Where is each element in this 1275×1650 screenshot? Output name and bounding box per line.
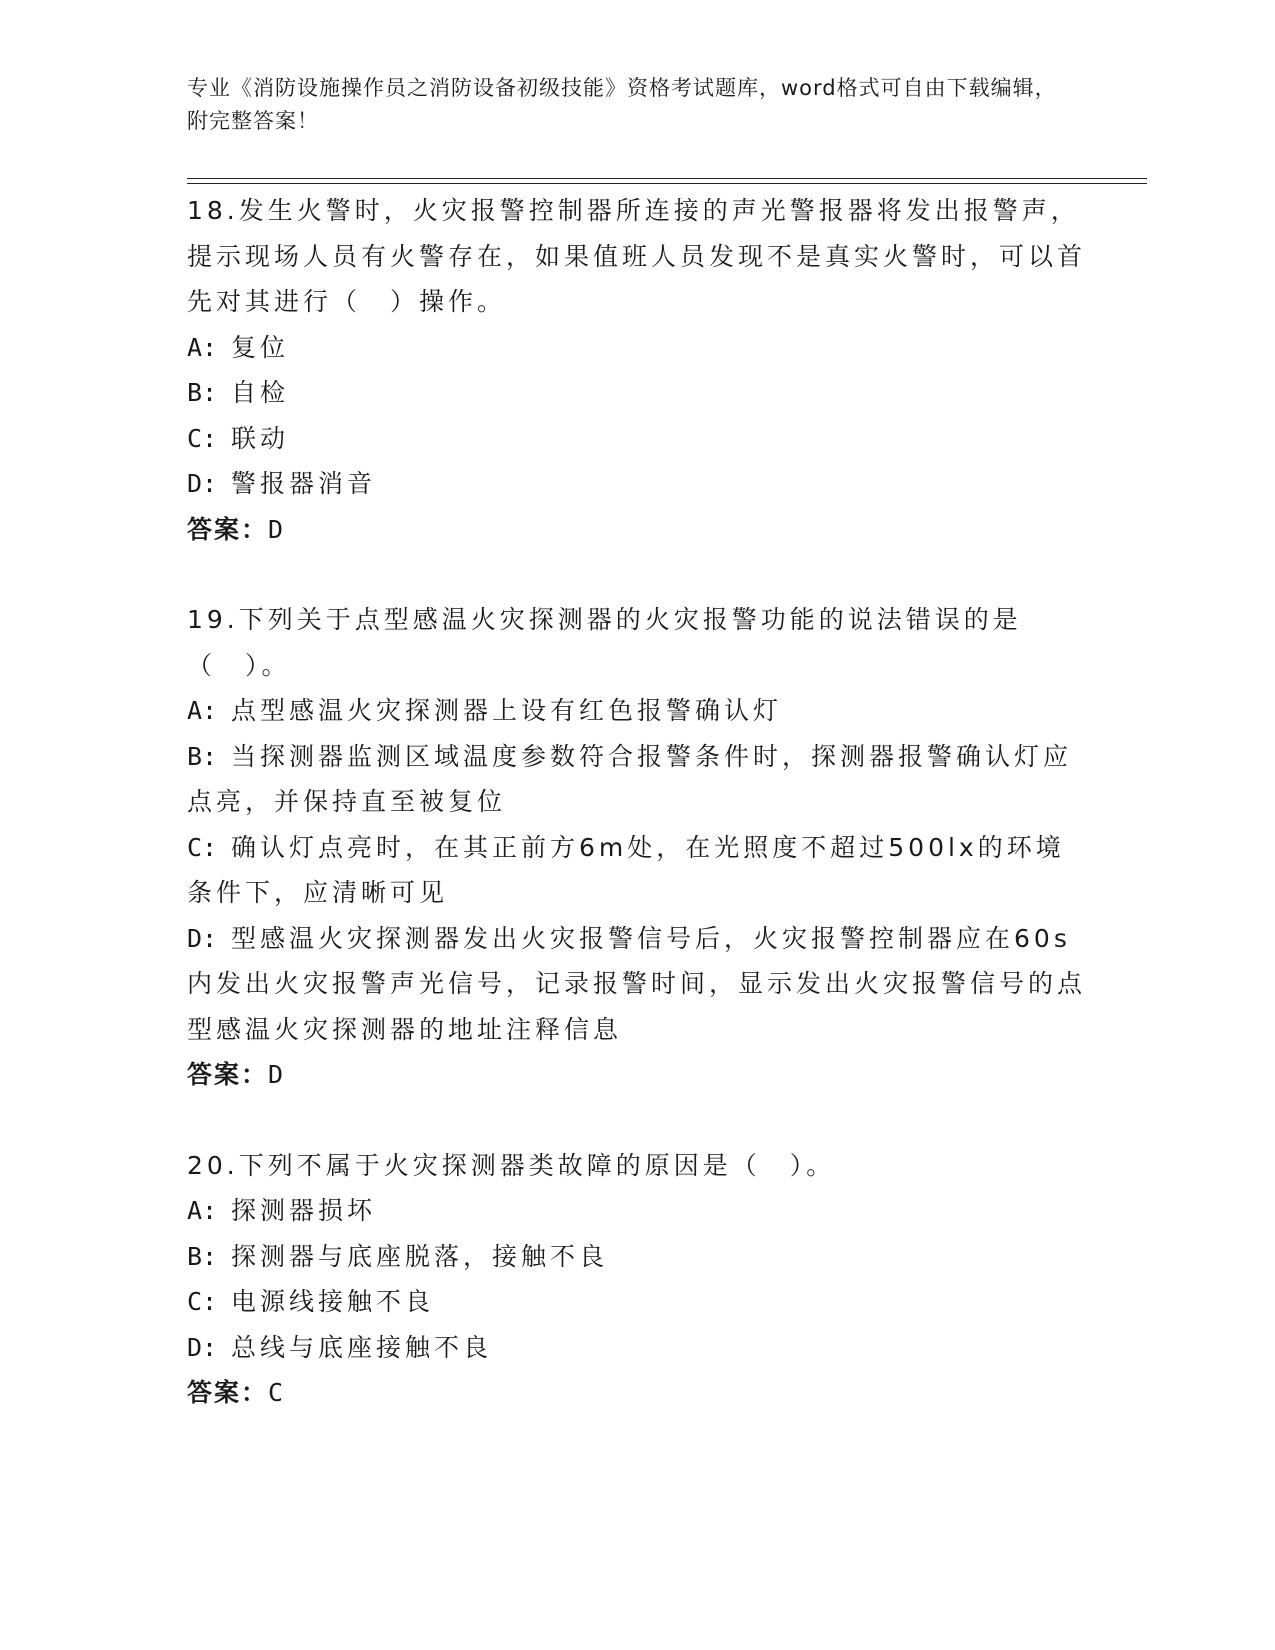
option-d — [187, 916, 1087, 1053]
option-text: 型感温火灾探测器发出火灾报警信号后，火灾报警控制器应在60s内发出火灾报警声光信号，记录报警时间，显示发出火灾报警信号的点型感温火灾探测器的地址注释信息 — [187, 923, 1087, 1044]
option-key: B: — [187, 378, 218, 407]
header-rule-top — [187, 178, 1147, 179]
question-18 — [187, 188, 1087, 552]
option-a — [187, 1188, 1087, 1234]
question-stem: 19.下列关于点型感温火灾探测器的火灾报警功能的说法错误的是（ ）。 — [187, 605, 1022, 680]
answer-line — [187, 1370, 1087, 1416]
option-key: C: — [187, 832, 218, 862]
option-d — [187, 461, 1087, 507]
option-key: D: — [187, 469, 218, 498]
option-key: A: — [187, 332, 218, 362]
option-c — [187, 416, 1087, 462]
option-text: 探测器损坏 — [231, 1196, 377, 1225]
question-20 — [187, 1143, 1087, 1416]
question-stem: 18.发生火警时，火灾报警控制器所连接的声光警报器将发出报警声，提示现场人员有火警存在，如果值班人员发现不是真实火警时，可以首先对其进行（ ）操作。 — [187, 196, 1087, 316]
option-key: A: — [187, 696, 218, 725]
question-19 — [187, 597, 1087, 1098]
option-key: D: — [187, 1332, 218, 1362]
option-a — [187, 688, 1087, 734]
option-key: A: — [187, 1196, 218, 1225]
option-a — [187, 325, 1087, 371]
option-c — [187, 825, 1087, 916]
option-text: 自检 — [231, 378, 290, 407]
option-text: 复位 — [231, 332, 290, 362]
option-text: 电源线接触不良 — [231, 1287, 435, 1316]
option-c — [187, 1279, 1087, 1325]
answer-value: D — [268, 514, 286, 544]
option-key: B: — [187, 741, 218, 771]
answer-label: 答案： — [187, 514, 269, 544]
option-text: 总线与底座接触不良 — [231, 1332, 493, 1362]
option-key: C: — [187, 1287, 218, 1316]
option-key: D: — [187, 923, 218, 953]
answer-value: C — [268, 1378, 286, 1407]
question-stem: 20.下列不属于火灾探测器类故障的原因是（ ）。 — [187, 1150, 836, 1180]
answer-line — [187, 1052, 1087, 1098]
option-d — [187, 1325, 1087, 1371]
answer-label: 答案： — [187, 1060, 269, 1089]
option-text: 点型感温火灾探测器上设有红色报警确认灯 — [231, 696, 783, 725]
document-header: 专业《消防设施操作员之消防设备初级技能》资格考试题库，word格式可自由下载编辑，附完整答案！ — [187, 76, 1057, 133]
question-list — [187, 188, 1087, 1416]
option-text: 当探测器监测区域温度参数符合报警条件时，探测器报警确认灯应点亮，并保持直至被复位 — [187, 741, 1073, 816]
option-text: 探测器与底座脱落，接触不良 — [231, 1241, 609, 1271]
option-text: 联动 — [231, 423, 290, 453]
question-spacer — [187, 552, 1087, 597]
option-text: 确认灯点亮时，在其正前方6m处，在光照度不超过500lx的环境条件下，应清晰可见 — [187, 832, 1065, 907]
header-rule-bottom — [187, 183, 1147, 184]
question-spacer — [187, 1098, 1087, 1143]
option-b — [187, 734, 1087, 825]
option-key: C: — [187, 423, 218, 453]
option-key: B: — [187, 1241, 218, 1271]
answer-line — [187, 507, 1087, 553]
option-text: 警报器消音 — [231, 469, 377, 498]
answer-label: 答案： — [187, 1378, 269, 1407]
answer-value: D — [268, 1060, 286, 1089]
option-b — [187, 1234, 1087, 1280]
option-b — [187, 370, 1087, 416]
